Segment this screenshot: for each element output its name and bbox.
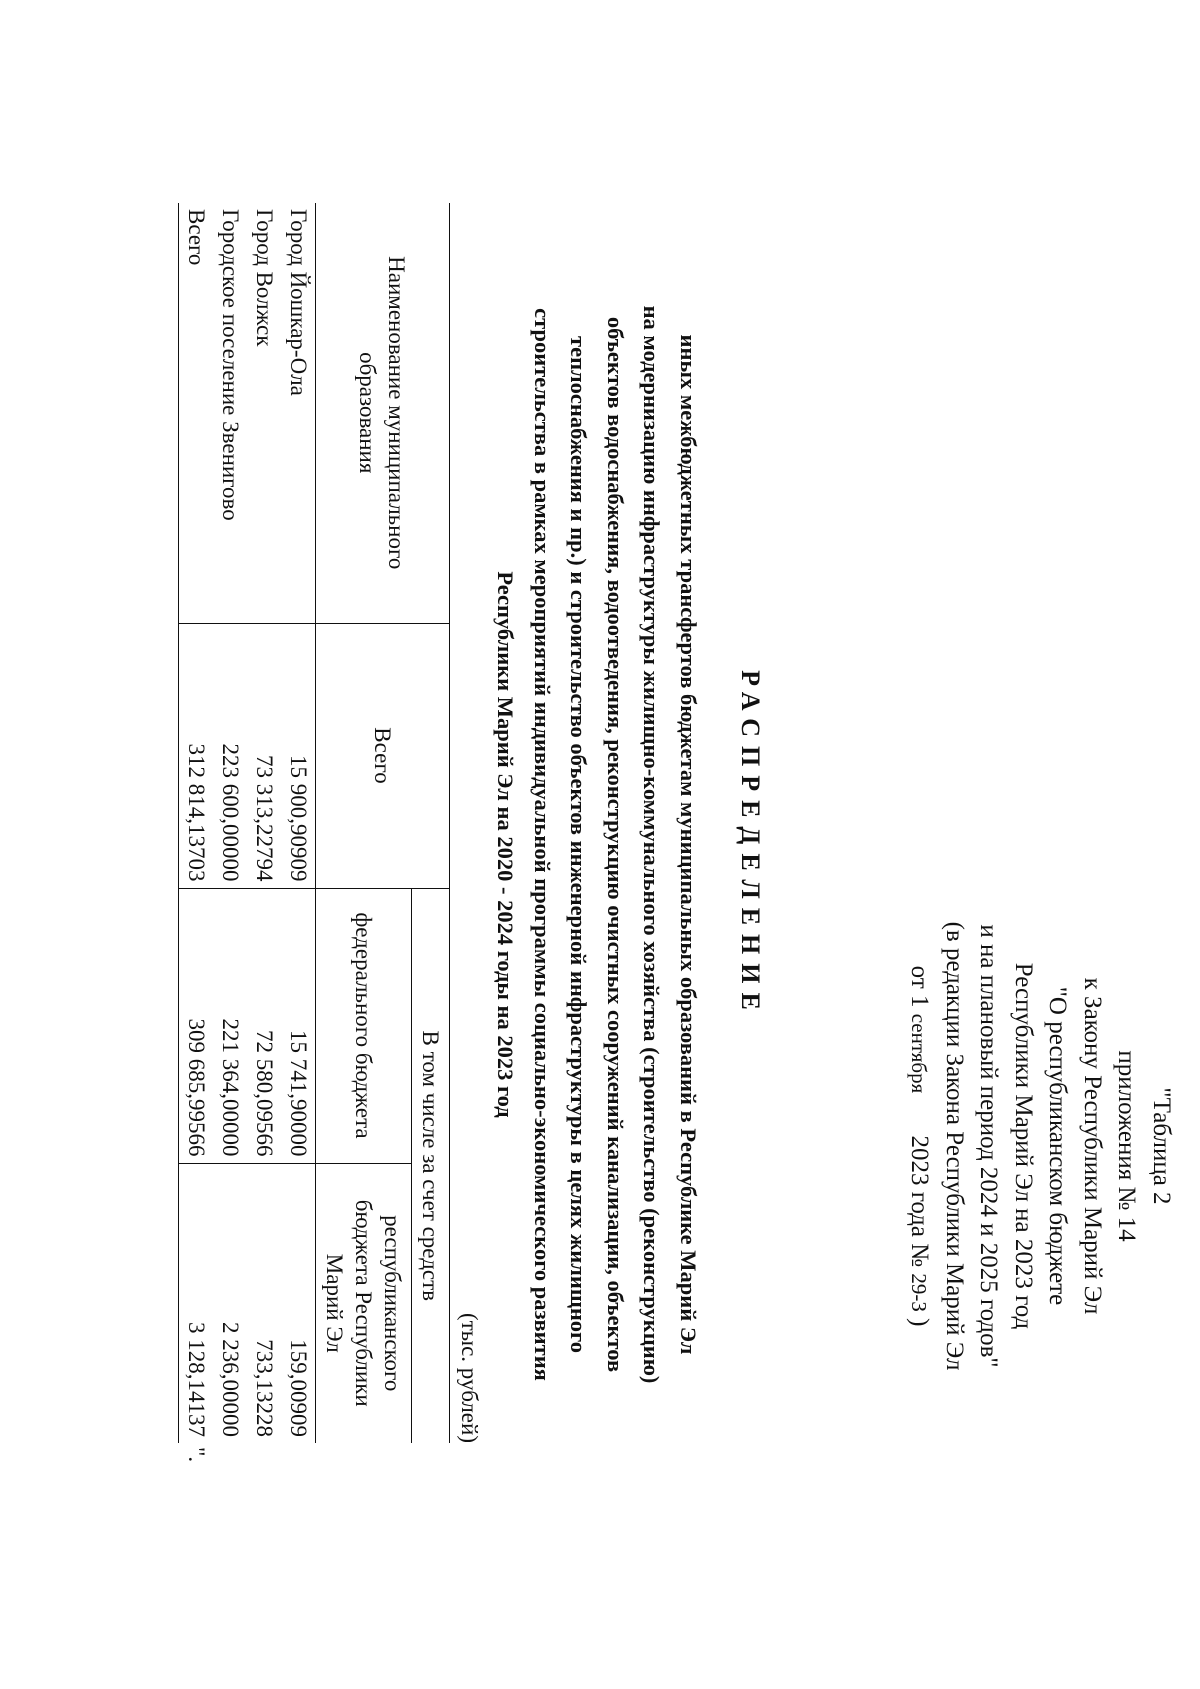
closing-quote: ".: [184, 1447, 209, 1463]
table-row: [213, 203, 247, 1443]
edition-month: сентября: [907, 1013, 932, 1094]
header-name: Наименование муниципального образования: [316, 203, 450, 623]
edition-number: 29-З: [907, 1273, 932, 1312]
header-line: и на плановый период 2024 и 2025 годов": [975, 924, 1003, 1368]
header-line: к Закону Республики Марий Эл: [1079, 977, 1106, 1315]
edition-year: 2023 года №: [906, 1135, 934, 1268]
cell-republic: 733,13228: [247, 1163, 281, 1443]
header-total: Всего: [316, 623, 450, 888]
edition-close: ): [906, 1318, 934, 1327]
cell-republic: 159,00909: [281, 1163, 316, 1443]
table-row-total: [179, 203, 214, 1443]
cell-total: 73 313,22794: [247, 623, 281, 888]
cell-name: Всего: [179, 203, 214, 623]
subtitle-line: строительства в рамках мероприятий индивидуальной программы социально-экономического развития: [530, 308, 555, 1381]
cell-total: 15 900,90909: [281, 623, 316, 888]
header-republic: республиканского бюджета Республики Марий Эл: [316, 1163, 412, 1443]
distribution-table: [178, 203, 450, 1463]
cell-name: Город Йошкар-Ола: [286, 209, 311, 396]
subtitle-line: объектов водоснабжения, водоотведения, реконструкцию очистных сооружений канализации, объектов: [603, 316, 628, 1373]
document-heading: РАСПРЕДЕЛЕНИЕ: [736, 670, 765, 1019]
header-line: Республики Марий Эл на 2023 год: [1010, 962, 1037, 1330]
header-line: "Таблица 2: [1148, 1087, 1175, 1205]
table-row: [247, 203, 281, 1443]
subtitle-line: на модернизацию инфраструктуры жилищно-коммунального хозяйства (строительство (реконструкцию): [639, 305, 665, 1384]
header-group: В том числе за счет средств: [412, 888, 450, 1443]
cell-name: Городское поселение Звенигово: [218, 209, 243, 521]
cell-federal: 221 364,00000: [213, 888, 247, 1163]
cell-federal: 72 580,09566: [247, 888, 281, 1163]
header-federal: федерального бюджета: [316, 888, 412, 1163]
table-row: [281, 203, 316, 1443]
units-label: (тыс. рублей): [457, 1312, 482, 1443]
subtitle-line: Республики Марий Эл на 2020 - 2024 годы на 2023 год: [493, 571, 519, 1118]
edition-from: от: [906, 965, 934, 989]
subtitle-line: иных межбюджетных трансфертов бюджетам муниципальных образований в Республике Марий Эл: [676, 334, 701, 1355]
cell-federal: 15 741,90000: [281, 888, 316, 1163]
approval-header: [902, 846, 1178, 1446]
subtitle-line: теплоснабжения и пр.) и строительство объектов инженерной инфраструктуры в целях жилищного: [566, 336, 592, 1353]
cell-total: 223 600,00000: [213, 623, 247, 888]
header-line: (в редакции Закона Республики Марий Эл: [941, 921, 968, 1371]
cell-republic: [179, 1163, 214, 1463]
header-line: приложения № 14: [1113, 1050, 1141, 1242]
document-subtitle: [487, 200, 706, 1489]
cell-republic: 2 236,00000: [213, 1163, 247, 1443]
cell-republic-value: 3 128,14137: [184, 1322, 209, 1437]
header-line: "О республиканском бюджете: [1044, 986, 1072, 1306]
cell-federal: 309 685,99566: [179, 888, 214, 1163]
edition-date-line: [902, 846, 937, 1446]
cell-total: 312 814,13703: [179, 623, 214, 888]
edition-day: 1: [906, 994, 934, 1008]
cell-name: Город Волжск: [252, 209, 277, 347]
